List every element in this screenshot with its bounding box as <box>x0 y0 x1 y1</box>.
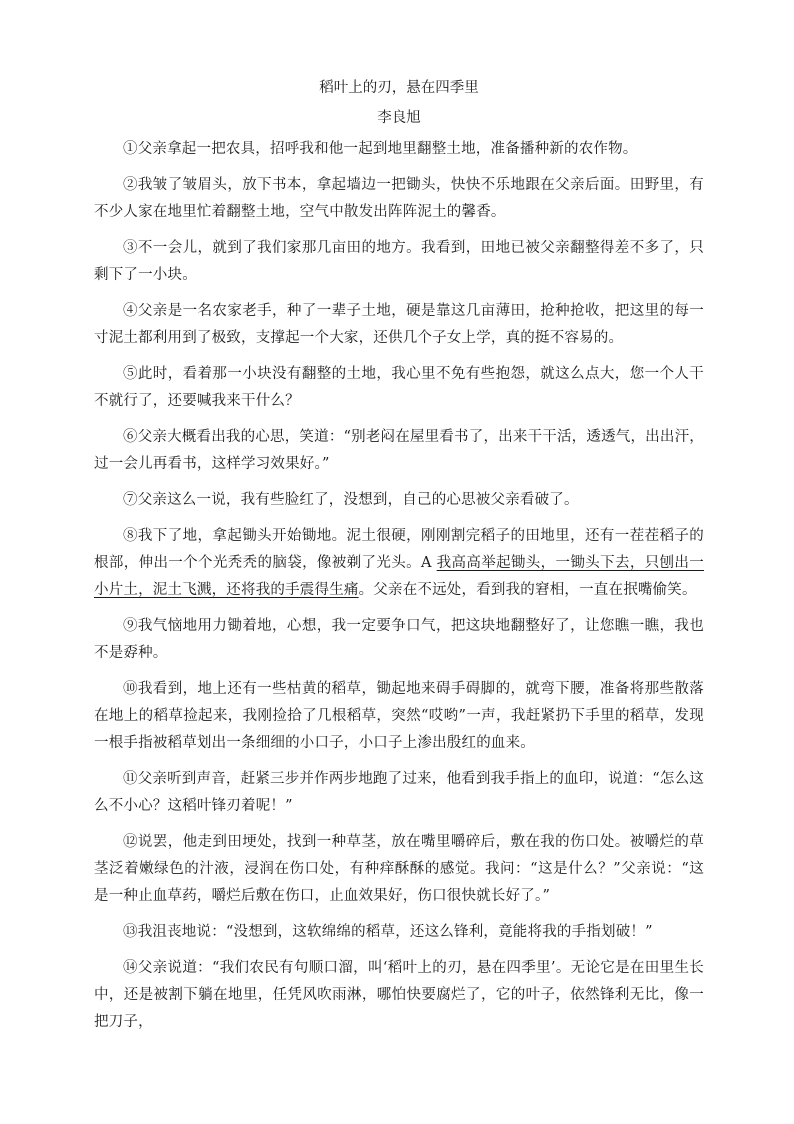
paragraph-8 <box>94 523 704 604</box>
paragraph-8-tail: 。父亲在不远处，看到我的窘相，一直在抿嘴偷笑。 <box>358 582 697 598</box>
paragraph-6: ⑥父亲大概看出我的心思，笑道：“别老闷在屋里看书了，出来干干活，透透气，出出汗，过一会儿再看书，这样学习效果好。” <box>94 429 704 472</box>
paragraph-9: ⑨我气恼地用力锄着地，心想，我一定要争口气，把这块地翻整好了，让您瞧一瞧，我也不是孬种。 <box>94 618 704 661</box>
paragraph-7: ⑦父亲这么一说，我有些脸红了，没想到，自己的心思被父亲看破了。 <box>123 492 579 508</box>
paragraph-11: ⑪父亲听到声音，赶紧三步并作两步地跑了过来，他看到我手指上的血印，说道：“怎么这么不小心？这稻叶锋刃着呢！” <box>94 771 704 814</box>
paragraph-8-lead: ⑧我下了地，拿起锄头开始锄地。泥土很硬，刚刚割完稻子的田地里，还有一茬茬稻子的根部，伸出一个个光秃秃的脑袋，像被剃了光头。A <box>94 528 704 571</box>
article-author: 李良旭 <box>377 110 421 126</box>
paragraph-2: ②我皱了皱眉头，放下书本，拿起墙边一把锄头，快快不乐地跟在父亲后面。田野里，有不少人家在地里忙着翻整土地，空气中散发出阵阵泥土的馨香。 <box>94 177 704 220</box>
paragraph-12: ⑫说罢，他走到田埂处，找到一种草茎，放在嘴里嚼碎后，敷在我的伤口处。被嚼烂的草茎泛着嫩绿色的汁液，浸润在伤口处，有种痒酥酥的感觉。我问：“这是什么？”父亲说：“这是一种止血草药，嚼烂后敷在伤口，止血效果好，伤口很快就长好了。” <box>94 834 704 904</box>
paragraph-4: ④父亲是一名农家老手，种了一辈子土地，硬是靠这几亩薄田，抢种抢收，把这里的每一寸泥土都利用到了极致，支撑起一个大家，还供几个子女上学，真的挺不容易的。 <box>94 303 704 346</box>
paragraph-10: ⑩我看到，地上还有一些枯黄的稻草，锄起地来碍手碍脚的，就弯下腰，准备将那些散落在地上的稻草捡起来，我刚捡拾了几根稻草，突然“哎哟”一声，我赶紧扔下手里的稻草，发现一根手指被稻草划出一条细细的小口子，小口子上渗出殷红的血来。 <box>94 681 704 751</box>
paragraph-13: ⑬我沮丧地说：“没想到，这软绵绵的稻草，还这么锋利，竟能将我的手指划破！” <box>123 924 653 940</box>
document-page <box>94 78 704 1045</box>
paragraph-5: ⑤此时，看着那一小块没有翻整的土地，我心里不免有些抱怨，就这么点大，您一个人干不就行了，还要喊我来干什么？ <box>94 366 704 409</box>
paragraph-3: ③不一会儿，就到了我们家那几亩田的地方。我看到，田地已被父亲翻整得差不多了，只剩下了一小块。 <box>94 240 704 283</box>
paragraph-1: ①父亲拿起一把农具，招呼我和他一起到地里翻整土地，准备播种新的农作物。 <box>123 141 638 157</box>
paragraph-14: ⑭父亲说道：“我们农民有句顺口溜，叫‘稻叶上的刃，悬在四季里’。无论它是在田里生长中，还是被割下躺在地里，任凭风吹雨淋，哪怕快要腐烂了，它的叶子，依然锋利无比，像一把刀子， <box>94 960 704 1030</box>
article-title: 稻叶上的刃，悬在四季里 <box>319 80 479 96</box>
underlined-sentence-a: 我高高举起锄头，一锄头下去，只刨出一小片土，泥土飞溅，还将我的手震得生痛 <box>94 555 704 598</box>
